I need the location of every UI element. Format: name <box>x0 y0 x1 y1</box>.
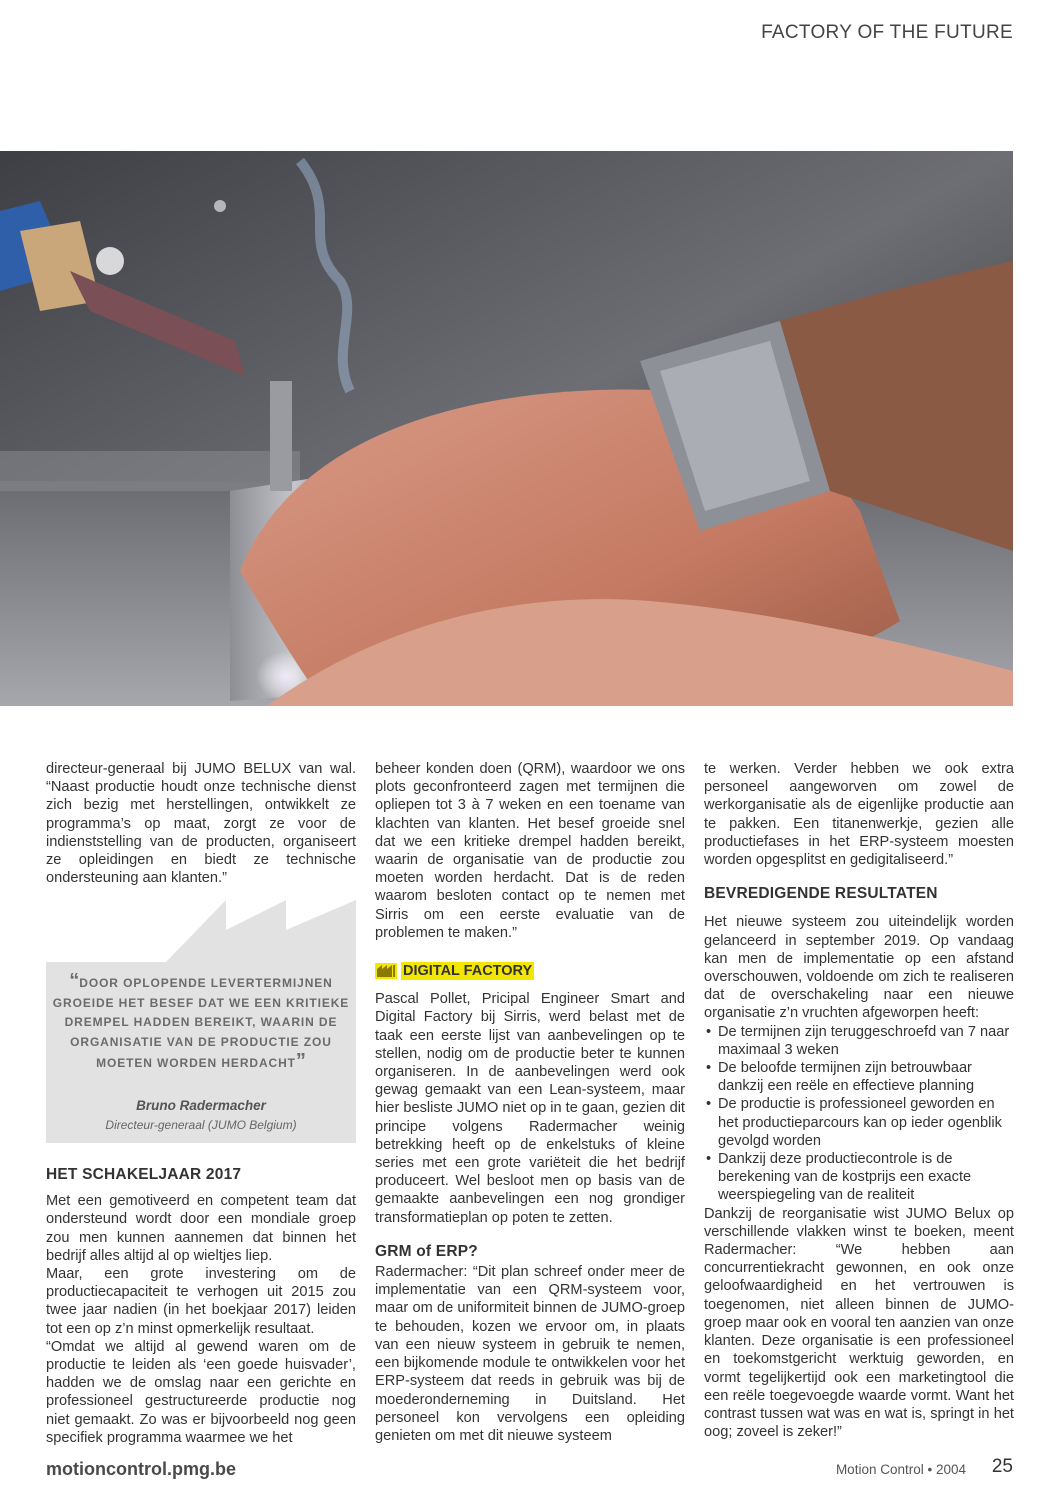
article-photo <box>0 151 1013 706</box>
col3-paragraph: Het nieuwe systeem zou uiteindelijk worden gelanceerd in september 2019. Op vandaag kan men de implementatie op een afstand overschouwen, voldoende om zich te realiseren dat de overschakeling naar een nieuwe organisatie z’n vruchten afgeworpen heeft: <box>704 914 1014 1022</box>
col3-paragraph: te werken. Verder hebben we ook extra personeel aangeworven om zowel de werkorganisatie als de eigenlijke productie aan te pakken. Een titanenwerkje, gezien alle productiefases in het ERP-systeem moesten worden opgesplitst en gedigitaliseerd.” <box>704 761 1014 869</box>
factory-icon <box>46 900 356 962</box>
heading-schakeljaar: HET SCHAKELJAAR 2017 <box>46 1166 242 1183</box>
quote-text-block <box>46 972 356 1074</box>
quote-open-mark: “ <box>69 970 80 992</box>
quote-author: Bruno Radermacher <box>136 1098 266 1113</box>
heading-bevredigende-resultaten: BEVREDIGENDE RESULTATEN <box>704 885 938 903</box>
column-1 <box>46 760 356 887</box>
col2-paragraph: beheer konden doen (QRM), waardoor we ons plots geconfronteerd zagen met termijnen die opliepen tot 3 à 7 weken en een toename van klachten van klanten. Het besef groeide snel dat we een kritieke drempel hadden bereikt, waarin de organisatie van de productie zou moeten worden herdacht. Dat is de reden waarom besloten contact op te nemen met Sirris om een eerste evaluatie van de problemen te maken.” <box>375 761 685 941</box>
footer-magazine: Motion Control • 2004 <box>835 1462 966 1477</box>
quote-text: DOOR OPLOPENDE LEVERTERMIJNEN GROEIDE HET BESEF DAT WE EEN KRITIEKE DREMPEL HADDEN BEREIKT, WAARIN DE ORGANISATIE VAN DE PRODUCTIE ZOU MOETEN WORDEN HERDACHT <box>52 976 350 1070</box>
quote-close-mark: ” <box>295 1050 306 1072</box>
col3-paragraph: Dankzij de reorganisatie wist JUMO Belux op verschillende vlakken winst te boeken, meent Radermacher: “We hebben aan concurrentiekracht gewonnen, en ook onze geloofwaardigheid en het vertrouwen is toegenomen, niet alleen binnen de JUMO-groep maar ook en vooral ten aanzien van onze klanten. Deze organisatie is een professioneel en toekomstgericht werktuig geworden, en vormt tegelijkertijd ook een marketingtool die een reële toegevoegde waarde vormt. Want het contrast tussen wat was en wat is, springt in het oog; zoveel is zeker!” <box>704 1205 1014 1441</box>
list-item: • De productie is professioneel geworden en het productieparcours kan op ieder ogenblik gevolgd worden <box>704 1095 1014 1150</box>
col1-paragraph: Maar, een grote investering om de productiecapaciteit te verhogen uit 2015 zou twee jaar nadien (in het boekjaar 2017) leiden tot een op z’n minst opmerkelijk resultaat. <box>46 1266 356 1337</box>
column-3 <box>704 760 1014 1441</box>
results-list <box>704 1023 1014 1205</box>
heading-digital-factory-label: DIGITAL FACTORY <box>403 963 533 980</box>
col1-paragraph: directeur-generaal bij JUMO BELUX van wal. “Naast productie houdt onze technische dienst zich bezig met herstellingen, ontwikkelt ze programma’s op maat, zorgt ze voor de indienststelling van de producten, organiseert ze opleidingen en biedt ze technische ondersteuning aan klanten.” <box>46 761 356 887</box>
col2-paragraph: Radermacher: “Dit plan schreef onder meer de implementatie van een QRM-systeem voor, maar om de uniformiteit binnen de JUMO-groep te behouden, kozen we ervoor om, in plaats van een nieuw systeem in gebruik te nemen, een bijkomende module te ontwikkelen voor het ERP-systeem dat reeds in gebruik was bij de moederonderneming in Duitsland. Het personeel kon vervolgens een opleiding genieten om met dit nieuwe systeem <box>375 1264 685 1444</box>
col2-paragraph: Pascal Pollet, Pricipal Engineer Smart and Digital Factory bij Sirris, werd belast met de taak een eerste lijst van aanbevelingen op te stellen, nodig om de productie beter te kunnen organiseren. In de aanbevelingen werd ook gewag gemaakt van een Lean-systeem, maar hier besliste JUMO niet op in te gaan, gezien dit principe volgens Radermacher weinig betrekking heeft op de enkelstuks of kleine series met een grote variëteit die het bedrijf produceert. Wel besloot men op basis van de gemaakte aanbevelingen een nog grondiger transformatieplan op poten te zetten. <box>375 991 685 1226</box>
heading-digital-factory <box>375 962 685 980</box>
section-title: FACTORY OF THE FUTURE <box>761 22 1013 43</box>
col1-paragraph: “Omdat we altijd al gewend waren om de productie te leiden als ‘een goede huisvader’, hadden we de omslag naar een gerichte en professioneel gestructureerde productie nog niet gemaakt. Zo was er bijvoorbeeld nog geen specifiek programma waarmee we het <box>46 1338 356 1446</box>
column-2 <box>375 760 685 1445</box>
pull-quote <box>46 900 356 1143</box>
column-1-lower <box>46 1166 356 1447</box>
page-number: 25 <box>991 1456 1013 1477</box>
factory-icon <box>375 963 397 979</box>
footer-url[interactable]: motioncontrol.pmg.be <box>46 1459 236 1479</box>
list-item: • Dankzij deze productiecontrole is de berekening van de kostprijs een exacte weerspiegeling van de realiteit <box>704 1150 1014 1205</box>
list-item: • De termijnen zijn teruggeschroefd van 7 naar maximaal 3 weken <box>704 1023 1014 1059</box>
col1-paragraph: Met een gemotiveerd en competent team dat ondersteund wordt door een mondiale groep zou men kunnen aannemen dat binnen het bedrijf alles altijd al op wieltjes liep. <box>46 1193 356 1264</box>
list-item: • De beloofde termijnen zijn betrouwbaar dankzij een reële en effectieve planning <box>704 1059 1014 1095</box>
heading-grm-erp: GRM of ERP? <box>375 1242 478 1260</box>
quote-role: Directeur-generaal (JUMO Belgium) <box>105 1118 297 1132</box>
